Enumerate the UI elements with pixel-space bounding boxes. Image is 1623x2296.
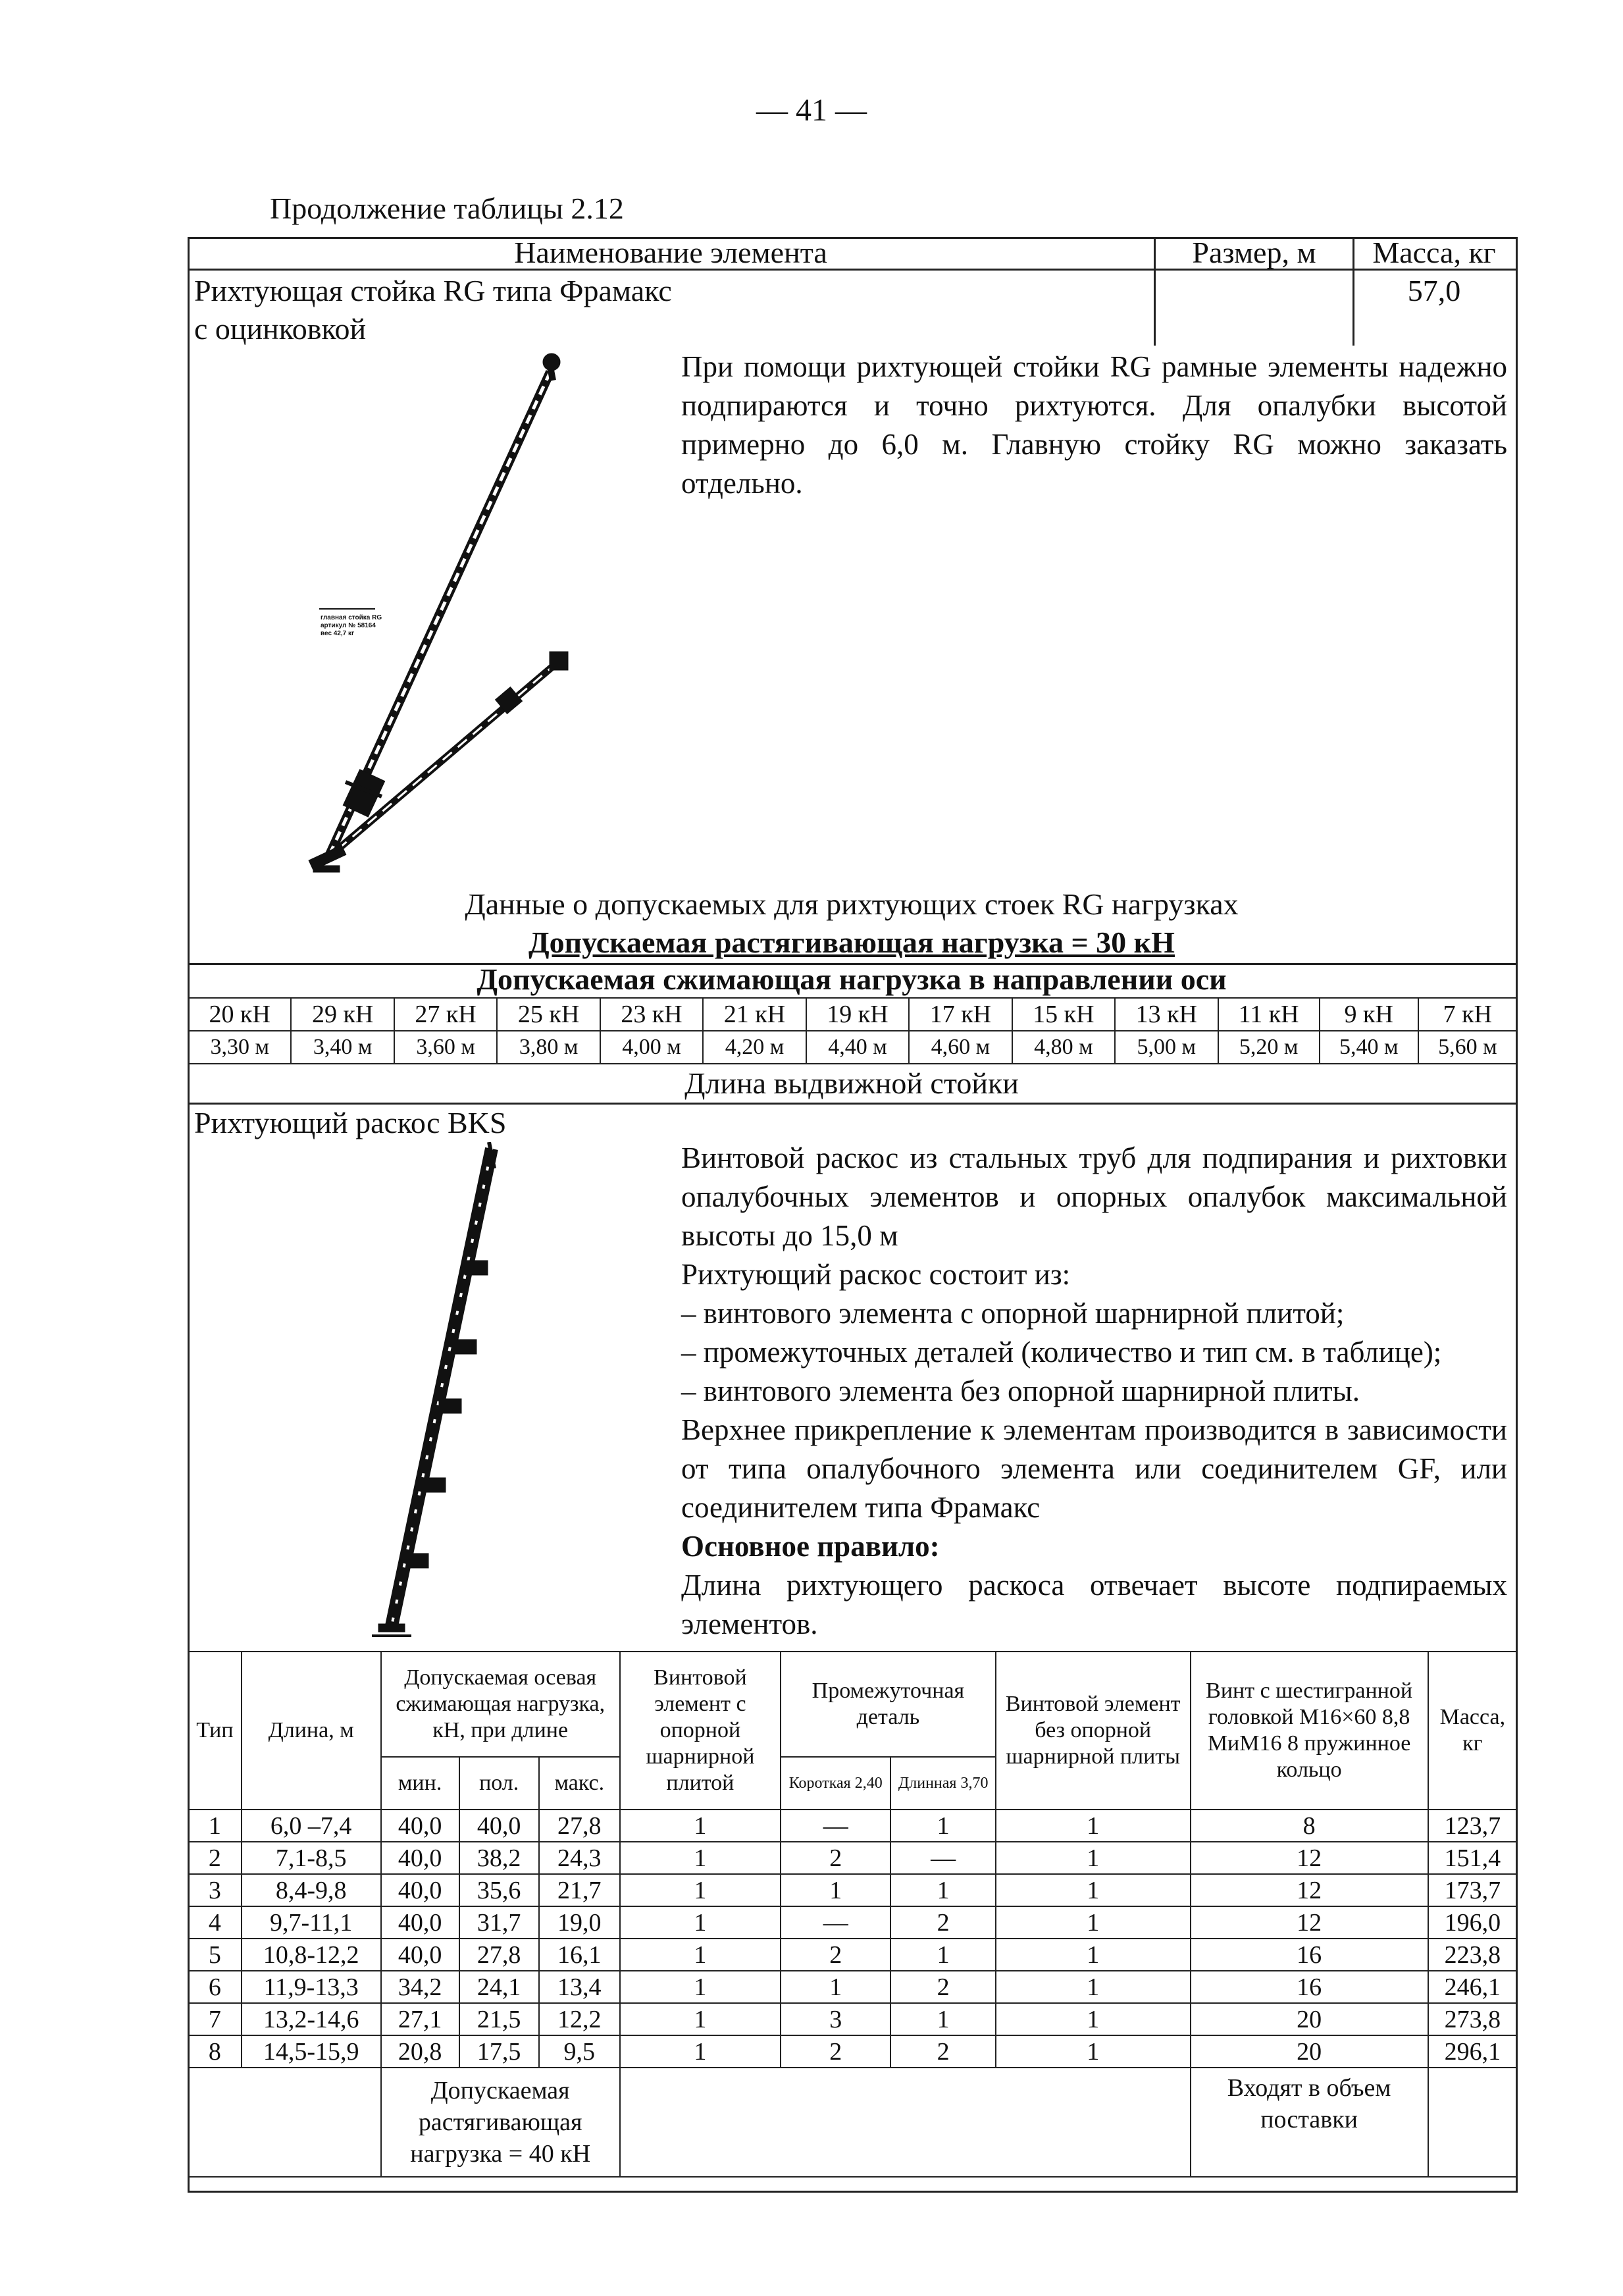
cell-bolt: 12 — [1191, 1906, 1428, 1939]
load-cell: 19 кН — [806, 998, 909, 1031]
th-min: мин. — [381, 1757, 459, 1810]
cell-bolt: 16 — [1191, 1971, 1428, 2003]
cell-screw-noplate: 1 — [996, 2003, 1191, 2035]
cell-load-mid: 40,0 — [459, 1810, 539, 1842]
cell-short: 1 — [781, 1874, 890, 1906]
load-cell: 17 кН — [909, 998, 1012, 1031]
length-cell: 4,00 м — [600, 1031, 703, 1064]
cell-screw-plate: 1 — [620, 1971, 781, 2003]
cell-load-max: 13,4 — [539, 1971, 620, 2003]
cell-screw-plate: 1 — [620, 1842, 781, 1874]
cell-screw-noplate: 1 — [996, 1842, 1191, 1874]
bks-desc2: Рихтующий раскос состоит из: — [681, 1258, 1071, 1291]
th-load: Допускаемая осевая сжимающая нагрузка, кН, при длине — [381, 1652, 620, 1757]
bks-rule-title: Основное правило: — [681, 1530, 940, 1563]
cell-load-max: 27,8 — [539, 1810, 620, 1842]
th-type: Тип — [188, 1652, 242, 1810]
cell-type: 5 — [188, 1939, 242, 1971]
cell-bolt: 8 — [1191, 1810, 1428, 1842]
th-intermediate: Промежуточная деталь — [781, 1652, 996, 1757]
cell-mass: 151,4 — [1428, 1842, 1517, 1874]
cell-type: 6 — [188, 1971, 242, 2003]
length-cell: 4,20 м — [703, 1031, 806, 1064]
bks-desc1: Винтовой раскос из стальных труб для подпирания и рихтовки опалубочных элементов и опорных опалубок максимальной высоты до 15,0 м — [681, 1141, 1507, 1252]
table-row — [188, 1906, 1517, 1939]
cell-mass: 223,8 — [1428, 1939, 1517, 1971]
cell-load-mid: 21,5 — [459, 2003, 539, 2035]
table-row — [188, 2003, 1517, 2035]
cell-type: 4 — [188, 1906, 242, 1939]
footer-empty — [188, 2068, 381, 2177]
length-cell: 5,40 м — [1320, 1031, 1418, 1064]
th-max: макс. — [539, 1757, 620, 1810]
cell-long: 1 — [890, 1810, 995, 1842]
cell-load-min: 40,0 — [381, 1906, 459, 1939]
table-row — [188, 2035, 1517, 2068]
cell-load-min: 40,0 — [381, 1939, 459, 1971]
cell-type: 2 — [188, 1842, 242, 1874]
header-mass: Масса, кг — [1372, 236, 1496, 269]
cell-length: 11,9-13,3 — [242, 1971, 381, 2003]
cell-screw-noplate: 1 — [996, 1810, 1191, 1842]
cell-mass: 123,7 — [1428, 1810, 1517, 1842]
th-short: Короткая 2,40 — [781, 1757, 890, 1810]
rg-image-label: главная стойка RG артикул № 58164 вес 42,7 кг — [321, 614, 382, 637]
cell-load-min: 40,0 — [381, 1810, 459, 1842]
length-cell: 5,60 м — [1418, 1031, 1517, 1064]
cell-short: — — [781, 1810, 890, 1842]
cell-bolt: 20 — [1191, 2035, 1428, 2068]
cell-load-mid: 38,2 — [459, 1842, 539, 1874]
cell-mass: 196,0 — [1428, 1906, 1517, 1939]
table-row — [188, 1842, 1517, 1874]
footer-tension: Допускаемая растягивающая нагрузка = 40 кН — [381, 2068, 620, 2177]
header-size: Размер, м — [1192, 236, 1316, 269]
cell-load-mid: 17,5 — [459, 2035, 539, 2068]
cell-load-mid: 35,6 — [459, 1874, 539, 1906]
cell-load-min: 20,8 — [381, 2035, 459, 2068]
cell-short: — — [781, 1906, 890, 1939]
rg-mass: 57,0 — [1407, 274, 1461, 307]
cell-long: — — [890, 1842, 995, 1874]
cell-load-max: 12,2 — [539, 2003, 620, 2035]
cell-long: 2 — [890, 2035, 995, 2068]
load-cell: 11 кН — [1218, 998, 1320, 1031]
cell-load-min: 34,2 — [381, 1971, 459, 2003]
cell-length: 7,1-8,5 — [242, 1842, 381, 1874]
load-cell: 15 кН — [1012, 998, 1115, 1031]
rg-name-line1: Рихтующая стойка RG типа Фрамакс — [194, 274, 672, 307]
th-mass: Масса, кг — [1428, 1652, 1517, 1810]
cell-length: 10,8-12,2 — [242, 1939, 381, 1971]
length-cell: 3,40 м — [291, 1031, 394, 1064]
load-cell: 21 кН — [703, 998, 806, 1031]
cell-screw-plate: 1 — [620, 1939, 781, 1971]
bks-name: Рихтующий раскос BKS — [194, 1106, 507, 1139]
length-cell: 3,60 м — [394, 1031, 497, 1064]
length-cell: 4,60 м — [909, 1031, 1012, 1064]
bks-description — [681, 1139, 1507, 1644]
bks-list-item: – винтового элемента с опорной шарнирной плитой; — [681, 1297, 1345, 1330]
th-length: Длина, м — [242, 1652, 381, 1810]
bks-list-item: – винтового элемента без опорной шарнирной плиты. — [681, 1374, 1360, 1407]
th-screw-noplate: Винтовой элемент без опорной шарнирной плиты — [996, 1652, 1191, 1810]
cell-screw-noplate: 1 — [996, 1971, 1191, 2003]
cell-screw-noplate: 1 — [996, 2035, 1191, 2068]
cell-short: 2 — [781, 1842, 890, 1874]
cell-screw-noplate: 1 — [996, 1906, 1191, 1939]
cell-length: 6,0 –7,4 — [242, 1810, 381, 1842]
cell-load-max: 19,0 — [539, 1906, 620, 1939]
footer-scope: Входят в объем поставки — [1191, 2068, 1428, 2177]
cell-load-max: 9,5 — [539, 2035, 620, 2068]
bks-rule-text: Длина рихтующего раскоса отвечает высоте подпираемых элементов. — [681, 1569, 1507, 1640]
table-row — [188, 1971, 1517, 2003]
footer-empty — [620, 2068, 1191, 2177]
cell-short: 2 — [781, 1939, 890, 1971]
th-long: Длинная 3,70 — [890, 1757, 995, 1810]
bks-table — [188, 1651, 1518, 2178]
load-cell: 20 кН — [188, 998, 291, 1031]
load-cell: 23 кН — [600, 998, 703, 1031]
cell-long: 1 — [890, 1874, 995, 1906]
cell-long: 1 — [890, 2003, 995, 2035]
page-number: — 41 — — [756, 93, 867, 128]
length-cell: 5,20 м — [1218, 1031, 1320, 1064]
rg-loads-table — [188, 997, 1518, 1064]
cell-long: 2 — [890, 1971, 995, 2003]
cell-load-min: 40,0 — [381, 1842, 459, 1874]
rg-name-line2: с оцинковкой — [194, 312, 367, 346]
cell-load-min: 40,0 — [381, 1874, 459, 1906]
cell-load-mid: 24,1 — [459, 1971, 539, 2003]
cell-bolt: 12 — [1191, 1842, 1428, 1874]
cell-bolt: 16 — [1191, 1939, 1428, 1971]
cell-screw-plate: 1 — [620, 2003, 781, 2035]
cell-screw-plate: 1 — [620, 1810, 781, 1842]
cell-length: 13,2-14,6 — [242, 2003, 381, 2035]
cell-length: 8,4-9,8 — [242, 1874, 381, 1906]
rg-description: При помощи рихтующей стойки RG рамные элементы надежно подпираются и точно рихтуются. Для опалубки высотой примерно до 6,0 м. Главную стойку RG можно заказать отдельно. — [681, 350, 1507, 500]
cell-screw-noplate: 1 — [996, 1939, 1191, 1971]
bks-brace-illustration — [365, 1142, 517, 1642]
header-name: Наименование элемента — [514, 236, 827, 269]
cell-length: 9,7-11,1 — [242, 1906, 381, 1939]
rg-tension-load: Допускаемая растягивающая нагрузка = 30 кН — [528, 926, 1175, 959]
cell-bolt: 20 — [1191, 2003, 1428, 2035]
cell-screw-noplate: 1 — [996, 1874, 1191, 1906]
cell-screw-plate: 1 — [620, 1874, 781, 1906]
th-bolt: Винт с шестигранной головкой М16×60 8,8 МиМ16 8 пружинное кольцо — [1191, 1652, 1428, 1810]
bks-list-item: – промежуточных деталей (количество и тип см. в таблице); — [681, 1336, 1442, 1369]
cell-type: 8 — [188, 2035, 242, 2068]
cell-mass: 273,8 — [1428, 2003, 1517, 2035]
cell-type: 1 — [188, 1810, 242, 1842]
cell-load-mid: 27,8 — [459, 1939, 539, 1971]
cell-load-max: 16,1 — [539, 1939, 620, 1971]
th-mid: пол. — [459, 1757, 539, 1810]
cell-load-mid: 31,7 — [459, 1906, 539, 1939]
table-row — [188, 1810, 1517, 1842]
cell-type: 7 — [188, 2003, 242, 2035]
cell-mass: 173,7 — [1428, 1874, 1517, 1906]
load-cell: 25 кН — [497, 998, 600, 1031]
cell-bolt: 12 — [1191, 1874, 1428, 1906]
rg-compression-title: Допускаемая сжимающая нагрузка в направлении оси — [477, 962, 1227, 996]
cell-load-max: 24,3 — [539, 1842, 620, 1874]
cell-screw-plate: 1 — [620, 2035, 781, 2068]
continuation-title: Продолжение таблицы 2.12 — [270, 192, 624, 225]
footer-empty — [1428, 2068, 1517, 2177]
rg-length-caption: Длина выдвижной стойки — [684, 1066, 1019, 1100]
cell-short: 2 — [781, 2035, 890, 2068]
load-cell: 27 кН — [394, 998, 497, 1031]
cell-mass: 296,1 — [1428, 2035, 1517, 2068]
cell-length: 14,5-15,9 — [242, 2035, 381, 2068]
cell-load-max: 21,7 — [539, 1874, 620, 1906]
cell-short: 1 — [781, 1971, 890, 2003]
rg-loads-caption: Данные о допускаемых для рихтующих стоек RG нагрузках — [465, 887, 1239, 921]
length-cell: 3,80 м — [497, 1031, 600, 1064]
cell-screw-plate: 1 — [620, 1906, 781, 1939]
cell-short: 3 — [781, 2003, 890, 2035]
cell-long: 1 — [890, 1939, 995, 1971]
load-cell: 13 кН — [1115, 998, 1218, 1031]
cell-mass: 246,1 — [1428, 1971, 1517, 2003]
load-cell: 9 кН — [1320, 998, 1418, 1031]
load-cell: 7 кН — [1418, 998, 1517, 1031]
load-cell: 29 кН — [291, 998, 394, 1031]
length-cell: 4,80 м — [1012, 1031, 1115, 1064]
cell-long: 2 — [890, 1906, 995, 1939]
cell-load-min: 27,1 — [381, 2003, 459, 2035]
length-cell: 4,40 м — [806, 1031, 909, 1064]
table-row — [188, 1874, 1517, 1906]
length-cell: 5,00 м — [1115, 1031, 1218, 1064]
length-cell: 3,30 м — [188, 1031, 291, 1064]
table-row — [188, 1939, 1517, 1971]
th-screw-plate: Винтовой элемент с опорной шарнирной плитой — [620, 1652, 781, 1810]
bks-desc3: Верхнее прикрепление к элементам производится в зависимости от типа опалубочного элемента или соединителем GF, или соединителем типа Фрамакс — [681, 1413, 1507, 1524]
cell-type: 3 — [188, 1874, 242, 1906]
